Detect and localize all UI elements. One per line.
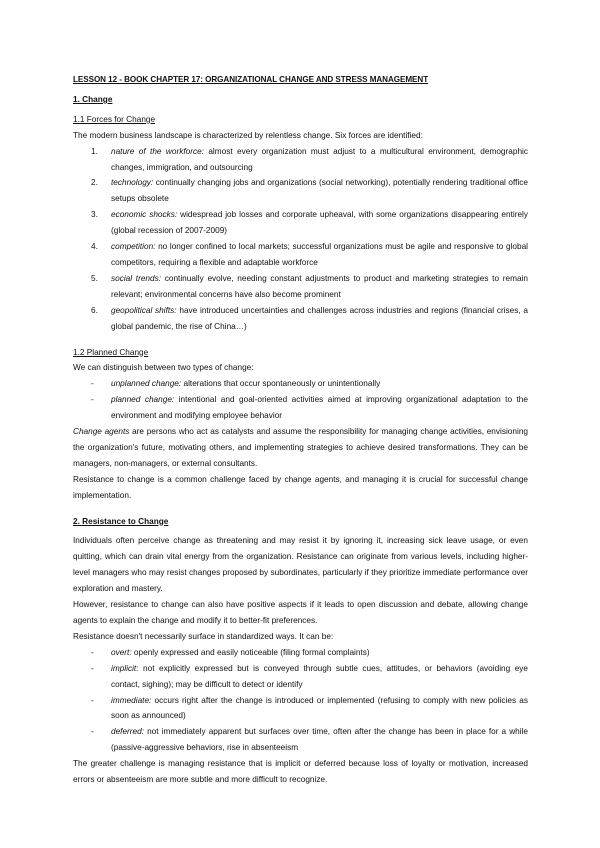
- list-text: intentional and goal-oriented activities aimed at improving organizational adaptation to the environment and modifying employee behavior: [111, 395, 528, 421]
- list-text: occurs right after the change is introduced or implemented (refusing to comply with new policies as soon as announced): [111, 695, 528, 721]
- list-text: almost every organization must adjust to a multicultural environment, demographic changes, immigration, and outsourcing: [111, 146, 528, 172]
- resistance-paragraph-3: Resistance doesn't necessarily surface in standardized ways. It can be:: [73, 631, 334, 641]
- section-heading-change: 1. Change: [73, 94, 113, 104]
- document-title: LESSON 12 - BOOK CHAPTER 17: ORGANIZATIONAL CHANGE AND STRESS MANAGEMENT: [73, 75, 429, 84]
- list-item: [73, 392, 528, 424]
- list-dash: -: [91, 695, 94, 705]
- document-page: [73, 72, 528, 788]
- list-number: 1.: [91, 146, 98, 156]
- closing-paragraph: The greater challenge is managing resistance that is implicit or deferred because loss of loyalty or motivation, increased errors or absenteeism are more subtle and more difficult to recognize.: [73, 759, 528, 785]
- list-item: [73, 376, 528, 392]
- list-term: planned change:: [111, 395, 175, 405]
- change-agents-text: are persons who act as catalysts and assume the responsibility for managing change activities, envisioning the organization's future, motivating others, and implementing strategies to achieve desired transformations. They can be managers, non-managers, or external consultants.: [73, 427, 528, 468]
- list-term: nature of the workforce:: [111, 146, 204, 156]
- list-item: [73, 207, 528, 239]
- subsection-heading-forces: 1.1 Forces for Change: [73, 114, 156, 124]
- resistance-paragraph-1: Individuals often perceive change as threatening and may resist it by ignoring it, increasing sick leave usage, or even quitting, which can drain vital energy from the organization. Resistance can originate from various levels, including higher-level managers who may resist changes proposed by subordinates, particularly if they prioritize immediate performance over exploration and mastery.: [73, 536, 528, 594]
- change-agents-term: Change agents: [73, 427, 130, 437]
- list-term: unplanned change:: [111, 379, 182, 389]
- list-text: openly expressed and easily noticeable (filing formal complaints): [131, 647, 370, 657]
- list-term: social trends:: [111, 273, 162, 283]
- list-term: competition:: [111, 242, 156, 252]
- list-text: continually changing jobs and organizations (social networking), potentially rendering traditional office setups obsolete: [111, 178, 528, 204]
- list-term: immediate:: [111, 695, 152, 705]
- list-item: [73, 661, 528, 693]
- change-agents-paragraph: [73, 424, 528, 472]
- list-item: [73, 239, 528, 271]
- list-item: [73, 303, 528, 335]
- list-text: continually evolve, needing constant adjustments to product and marketing strategies to remain relevant; environmental concerns have also become prominent: [111, 273, 528, 299]
- forces-list: [73, 144, 528, 335]
- list-dash: -: [91, 663, 94, 673]
- list-dash: -: [91, 395, 94, 405]
- subsection-heading-planned: 1.2 Planned Change: [73, 347, 149, 357]
- list-number: 4.: [91, 242, 98, 252]
- section-heading-resistance: 2. Resistance to Change: [73, 516, 169, 526]
- list-number: 6.: [91, 305, 98, 315]
- list-term: technology:: [111, 178, 154, 188]
- list-item: [73, 271, 528, 303]
- planned-intro: We can distinguish between two types of change:: [73, 363, 254, 373]
- list-dash: -: [91, 647, 94, 657]
- list-term: geopolitical shifts:: [111, 305, 177, 315]
- list-text: not explicitly expressed but is conveyed through subtle cues, attitudes, or behaviors (avoiding eye contact, sighing); may be difficult to detect or identify: [111, 663, 528, 689]
- list-dash: -: [91, 727, 94, 737]
- list-dash: -: [91, 379, 94, 389]
- list-text: no longer confined to local markets; successful organizations must be agile and responsive to global competitors, requiring a flexible and adaptable workforce: [111, 242, 528, 267]
- change-types-list: [73, 376, 528, 424]
- resistance-types-list: [73, 645, 528, 756]
- list-term: overt:: [111, 647, 132, 657]
- list-text: alterations that occur spontaneously or unintentionally: [181, 379, 381, 389]
- list-term: implicit:: [111, 663, 139, 673]
- list-item: [73, 144, 528, 176]
- forces-intro: The modern business landscape is characterized by relentless change. Six forces are identified:: [73, 130, 423, 140]
- list-item: [73, 645, 528, 661]
- list-term: deferred:: [111, 727, 145, 737]
- list-item: [73, 693, 528, 725]
- list-number: 2.: [91, 178, 98, 188]
- resistance-note: Resistance to change is a common challenge faced by change agents, and managing it is crucial for successful change implementation.: [73, 474, 528, 500]
- resistance-paragraph-2: However, resistance to change can also have positive aspects if it leads to open discussion and debate, allowing change agents to explain the change and modify it to better-fit preferences.: [73, 600, 528, 625]
- list-text: not immediately apparent but surfaces over time, often after the change has been in place for a while (passive-aggressive behaviors, rise in absenteeism: [111, 727, 528, 753]
- list-number: 3.: [91, 210, 98, 220]
- list-text: widespread job losses and corporate upheaval, with some organizations disappearing entirely (global recession of 2007-2009): [111, 210, 528, 236]
- list-text: have introduced uncertainties and challenges across industries and regions (financial crises, a global pandemic, the rise of China…): [111, 305, 528, 331]
- list-item: [73, 175, 528, 207]
- list-number: 5.: [91, 273, 98, 283]
- list-item: [73, 724, 528, 756]
- list-term: economic shocks:: [111, 210, 178, 220]
